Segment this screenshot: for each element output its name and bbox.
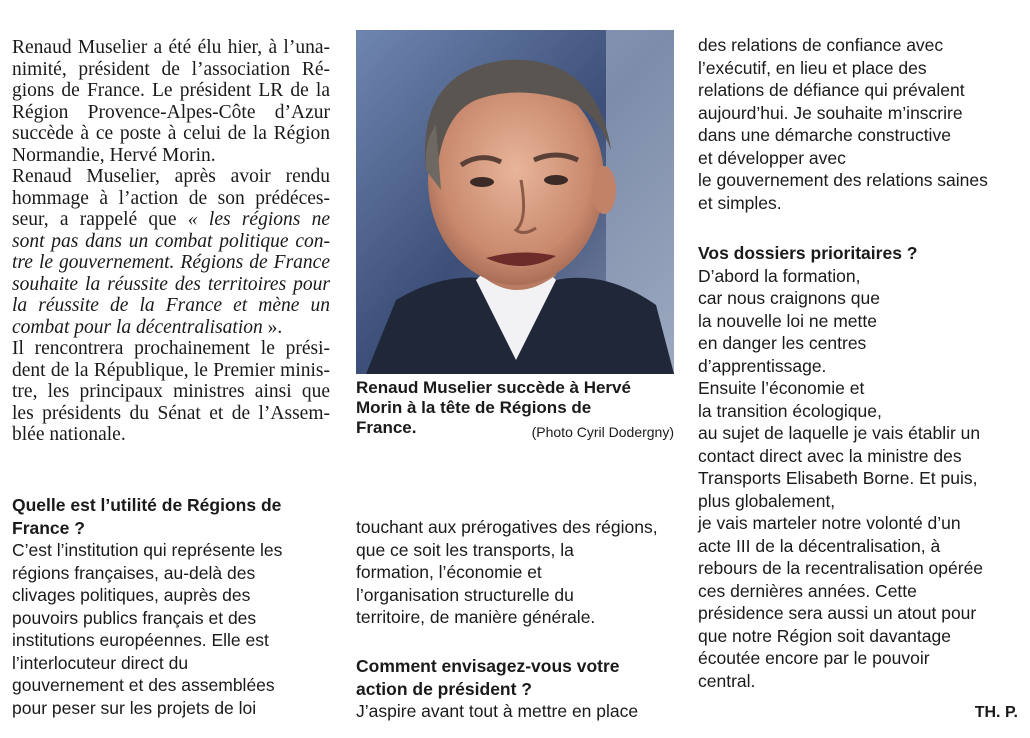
quote-line: sont pas dans un combat politique con-	[12, 230, 330, 252]
quote-text: combat pour la décentralisation	[12, 316, 263, 338]
answer-line: la nouvelle loi ne mette	[698, 310, 877, 331]
answer-line: l’exécutif, en lieu et place des	[698, 57, 927, 78]
answer-line: gouvernement et des assemblées	[12, 675, 275, 695]
quote-line: tre le gouvernement. Régions de France	[12, 252, 330, 273]
intro-line: Il rencontrera prochainement le prési-	[12, 338, 330, 359]
interview-q1	[12, 494, 342, 719]
quote-end: ».	[262, 316, 283, 338]
answer-line: ces dernières années. Cette	[698, 580, 917, 601]
answer-line: formation, l’économie et	[356, 562, 542, 582]
article-intro	[12, 37, 330, 446]
answer-line: pouvoirs publics français et des	[12, 607, 257, 628]
answer-line: contact direct avec la ministre des	[698, 445, 962, 466]
quote-line: souhaite la réussite des territoires pour	[12, 273, 330, 295]
answer-line: clivages politiques, auprès des	[12, 585, 251, 605]
intro-line: tre, les principaux ministres ainsi que	[12, 381, 330, 402]
answer-line: J’aspire avant tout à mettre en place	[356, 701, 639, 721]
answer-line: acte III de la décentralisation, à	[698, 535, 941, 556]
answer-line: au sujet de laquelle je vais établir un	[698, 423, 981, 443]
answer-line: écoutée encore par le pouvoir	[698, 648, 930, 668]
question-heading: action de président ?	[356, 678, 532, 699]
intro-line	[12, 209, 330, 231]
answer-line: d’apprentissage.	[698, 355, 827, 376]
answer-line: institutions européennes. Elle est	[12, 630, 269, 650]
intro-line: Région Provence-Alpes-Côte d’Azur	[12, 101, 330, 123]
answer-line: territoire, de manière générale.	[356, 607, 596, 627]
caption-line: France.	[356, 418, 417, 437]
answer-line: l’organisation structurelle du	[356, 584, 574, 605]
answer-line: pour peser sur les projets de loi	[12, 697, 257, 718]
photo-credit: (Photo Cyril Dodergny)	[531, 424, 674, 440]
answer-line: le gouvernement des relations saines	[698, 170, 988, 190]
author-signature: TH. P.	[974, 704, 1018, 721]
answer-line: l’interlocuteur direct du	[12, 652, 189, 673]
quote-line: la réussite de la France et mène un	[12, 295, 330, 316]
question-heading: Comment envisagez-vous votre	[356, 656, 620, 676]
caption-line: Renaud Muselier succède à Hervé	[356, 378, 631, 397]
answer-line: rebours de la recentralisation opérée	[698, 558, 984, 578]
portrait-illustration	[356, 30, 674, 374]
answer-line: dans une démarche constructive	[698, 125, 951, 145]
intro-line: dent de la République, le Premier minis-	[12, 359, 330, 381]
answer-line: et simples.	[698, 192, 782, 213]
answer-line: D’abord la formation,	[698, 265, 861, 286]
answer-line: la transition écologique,	[698, 400, 882, 421]
answer-line: en danger les centres	[698, 333, 867, 353]
answer-line: régions françaises, au-delà des	[12, 562, 256, 583]
answer-line: présidence sera aussi un atout pour	[698, 603, 977, 623]
interview-q3	[698, 242, 1028, 692]
answer-line: C’est l’institution qui représente les	[12, 540, 283, 560]
intro-line: blée nationale.	[12, 424, 126, 445]
quote-text: « les régions ne	[187, 209, 331, 230]
intro-line: succède à ce poste à celui de la Région	[12, 123, 330, 144]
intro-line: hommage à l’action de son prédéces-	[12, 187, 330, 209]
answer-line: Ensuite l’économie et	[698, 378, 865, 398]
question-heading: Quelle est l’utilité de Régions de	[12, 495, 282, 515]
intro-line: nimité, président de l’association Ré-	[12, 58, 330, 80]
answer-line: plus globalement,	[698, 490, 836, 511]
answer-line: touchant aux prérogatives des régions,	[356, 517, 658, 537]
answer-line: que ce soit les transports, la	[356, 539, 574, 560]
question-heading: Vos dossiers prioritaires ?	[698, 243, 918, 263]
middle-column	[356, 516, 686, 629]
answer-line: aujourd’hui. Je souhaite m’inscrire	[698, 102, 963, 123]
intro-line: Normandie, Hervé Morin.	[12, 144, 216, 166]
answer-line: car nous craignons que	[698, 288, 880, 308]
answer-line: des relations de confiance avec	[698, 35, 944, 55]
interview-q2	[356, 655, 686, 723]
intro-line: les présidents du Sénat et de l’Assem-	[12, 402, 330, 424]
answer-line: central.	[698, 670, 756, 691]
intro-line: gions de France. Le président LR de la	[12, 80, 330, 101]
right-column	[698, 34, 1028, 214]
portrait-photo	[356, 30, 674, 374]
answer-line: je vais marteler notre volonté d’un	[698, 513, 961, 533]
quote-line	[12, 317, 330, 339]
intro-line: Renaud Muselier, après avoir rendu	[12, 166, 330, 187]
answer-line: que notre Région soit davantage	[698, 625, 951, 646]
intro-text: seur, a rappelé que	[12, 209, 177, 230]
caption-line: Morin à la tête de Régions de	[356, 398, 592, 417]
photo-caption	[356, 378, 674, 438]
answer-line: Transports Elisabeth Borne. Et puis,	[698, 468, 978, 488]
answer-line: relations de défiance qui prévalent	[698, 80, 965, 100]
answer-line: et développer avec	[698, 147, 846, 168]
intro-line: Renaud Muselier a été élu hier, à l’una-	[12, 37, 330, 58]
question-heading: France ?	[12, 517, 85, 538]
